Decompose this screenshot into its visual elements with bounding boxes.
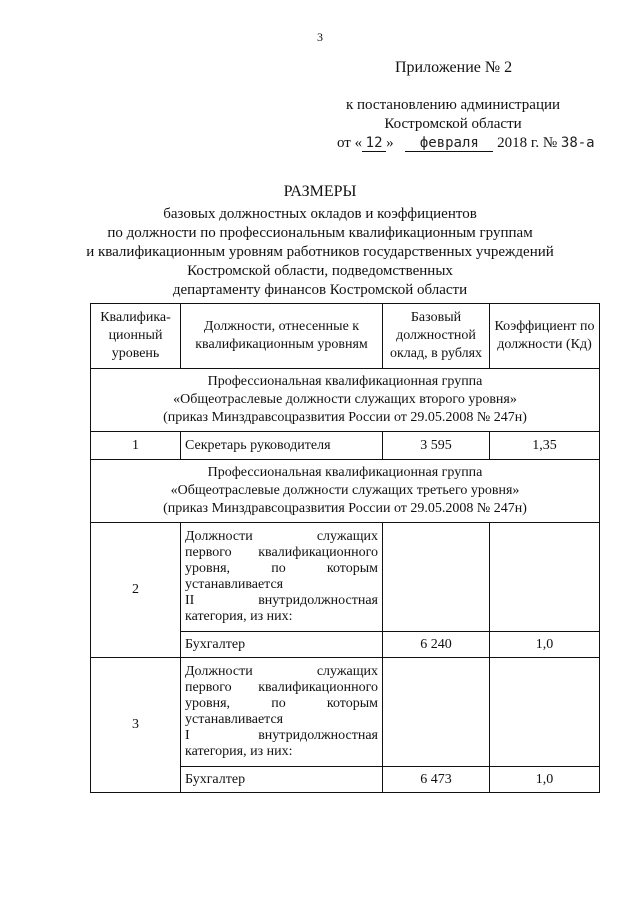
subtitle-line: и квалификационным уровням работников государственных учреждений (86, 244, 554, 260)
group-title-line: (приказ Минздравсоцразвития России от 29.05.2008 № 247н) (163, 501, 527, 516)
desc-line: первого квалификационного (185, 545, 378, 560)
group-title-line: Профессиональная квалификационная группа (207, 465, 483, 480)
cell-level: 2 (91, 523, 181, 658)
cell-coefficient-empty (490, 523, 600, 632)
group-title (91, 369, 600, 432)
group-title-line: «Общеотраслевые должности служащих третьего уровня» (170, 483, 520, 498)
subtitle-line: базовых должностных окладов и коэффициентов (163, 206, 477, 222)
date-year: 2018 г. № (497, 135, 558, 151)
cell-position: Бухгалтер (181, 767, 383, 793)
desc-line: первого квалификационного (185, 680, 378, 695)
desc-line: устанавливается (185, 577, 284, 592)
desc-line: категория, из них: (185, 744, 293, 759)
date-day: 12 (362, 135, 386, 152)
cell-position: Бухгалтер (181, 632, 383, 658)
desc-line: I внутридолжностная (185, 728, 378, 743)
cell-level-description (181, 523, 383, 632)
appendix-label: Приложение № 2 (395, 59, 513, 76)
desc-line: устанавливается (185, 712, 284, 727)
salary-table (90, 303, 600, 793)
cell-coefficient: 1,0 (490, 632, 600, 658)
header-salary: Базовый должностной оклад, в рублях (383, 304, 490, 369)
table-row (91, 658, 600, 767)
cell-level: 1 (91, 432, 181, 460)
desc-line: уровня, по которым (185, 696, 378, 711)
desc-line: Должности служащих (185, 529, 378, 544)
table-row (91, 523, 600, 632)
desc-line: Должности служащих (185, 664, 378, 679)
decree-date-line (337, 135, 595, 152)
cell-salary-empty (383, 658, 490, 767)
date-prefix: от « (337, 135, 363, 151)
cell-level-description (181, 658, 383, 767)
subtitle-line: департаменту финансов Костромской области (172, 282, 468, 298)
decree-number: 38-а (560, 135, 595, 151)
group-title-row (91, 369, 600, 432)
header-level: Квалифика-ционный уровень (91, 304, 181, 369)
document-subtitle (40, 205, 600, 300)
cell-salary: 6 240 (383, 632, 490, 658)
header-coefficient: Коэффициент по должности (Кд) (490, 304, 600, 369)
decree-line: к постановлению администрации (345, 97, 561, 113)
cell-coefficient: 1,35 (490, 432, 600, 460)
group-title-line: Профессиональная квалификационная группа (207, 374, 483, 389)
group-title-line: (приказ Минздравсоцразвития России от 29.05.2008 № 247н) (163, 410, 527, 425)
group-title (91, 460, 600, 523)
header-positions: Должности, отнесенные к квалификационным уровням (181, 304, 383, 369)
desc-line: II внутридолжностная (185, 593, 378, 608)
desc-line: категория, из них: (185, 609, 293, 624)
cell-coefficient: 1,0 (490, 767, 600, 793)
cell-coefficient-empty (490, 658, 600, 767)
cell-level: 3 (91, 658, 181, 793)
date-quote-close: » (386, 135, 394, 151)
date-month: февраля (405, 135, 493, 152)
cell-salary: 6 473 (383, 767, 490, 793)
desc-line: уровня, по которым (185, 561, 378, 576)
cell-salary-empty (383, 523, 490, 632)
subtitle-line: по должности по профессиональным квалификационным группам (107, 225, 533, 241)
cell-position: Секретарь руководителя (181, 432, 383, 460)
group-title-line: «Общеотраслевые должности служащих второго уровня» (173, 392, 517, 407)
table-row (91, 432, 600, 460)
group-title-row (91, 460, 600, 523)
subtitle-line: Костромской области, подведомственных (187, 263, 453, 279)
cell-salary: 3 595 (383, 432, 490, 460)
decree-line: Костромской области (384, 116, 522, 132)
decree-reference (328, 96, 578, 134)
document-title: РАЗМЕРЫ (283, 183, 357, 200)
page-number: 3 (317, 30, 323, 44)
table-header-row (91, 304, 600, 369)
